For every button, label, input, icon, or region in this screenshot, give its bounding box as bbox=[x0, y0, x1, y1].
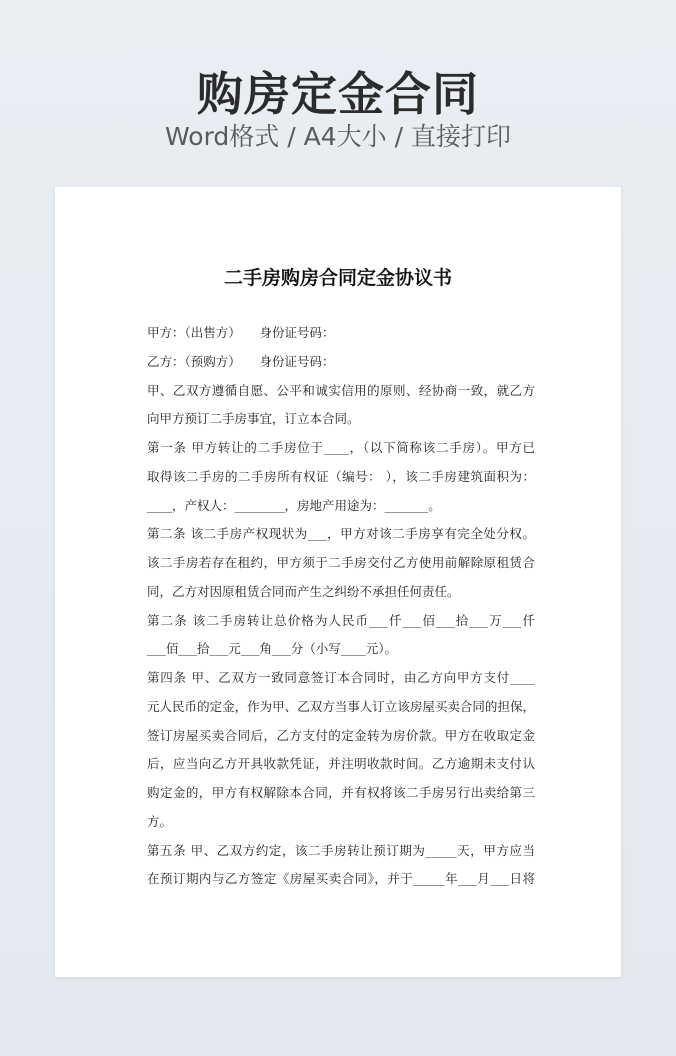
document-line: 同，乙方对因原租赁合同而产生之纠纷不承担任何责任。 bbox=[147, 583, 460, 599]
banner-title: 购房定金合同 bbox=[197, 67, 479, 121]
document-line: 第四条 甲、乙双方一致同意签订本合同时，由乙方向甲方支付____ bbox=[147, 670, 535, 685]
document-line: 元人民币的定金，作为甲、乙双方当事人订立该房屋买卖合同的担保， bbox=[147, 698, 535, 714]
document-body bbox=[147, 319, 535, 894]
document-line: 方。 bbox=[147, 813, 173, 829]
document-line: ___佰___拾___元___角___分（小写____元）。 bbox=[147, 641, 398, 657]
document-line: 第二条 该二手房转让总价格为人民币___仟___佰___拾___万___仟 bbox=[147, 612, 535, 628]
document-line: 后，应当向乙方开具收款凭证，并注明收款时间。乙方逾期未支付认 bbox=[147, 756, 535, 772]
document-line: 购定金的，甲方有权解除本合同，并有权将该二手房另行出卖给第三 bbox=[147, 785, 535, 800]
document-line: 该二手房若存在租约，甲方须于二手房交付乙方使用前解除原租赁合 bbox=[147, 555, 535, 570]
banner bbox=[0, 0, 676, 180]
document-line: 第二条 该二手房产权现状为___，甲方对该二手房享有完全处分权。 bbox=[147, 526, 535, 542]
document-line: 在预订期内与乙方签定《房屋买卖合同》，并于_____年___月___日将 bbox=[147, 871, 535, 887]
document-line: 向甲方预订二手房事宜，订立本合同。 bbox=[147, 411, 360, 427]
document-line: 第一条 甲方转让的二手房位于____，（以下简称该二手房）。甲方已 bbox=[147, 440, 535, 455]
document-line: 甲方：（出售方） 身份证号码： bbox=[147, 325, 335, 340]
document-page bbox=[55, 187, 621, 977]
document-line: ____，产权人：________，房地产用途为：_______。 bbox=[147, 497, 441, 513]
document-line: 乙方：（预购方） 身份证号码： bbox=[147, 353, 335, 369]
document-line: 取得该二手房的二手房所有权证（编号： ），该二手房建筑面积为： bbox=[147, 468, 535, 484]
document-line: 签订房屋买卖合同后，乙方支付的定金转为房价款。甲方在收取定金 bbox=[147, 727, 535, 743]
document-line: 第五条 甲、乙双方约定，该二手房转让预订期为_____天，甲方应当 bbox=[147, 842, 535, 858]
banner-subtitle: Word格式 / A4大小 / 直接打印 bbox=[165, 122, 511, 151]
document-title: 二手房购房合同定金协议书 bbox=[223, 267, 452, 289]
document-line: 甲、乙双方遵循自愿、公平和诚实信用的原则、经协商一致，就乙方 bbox=[147, 382, 535, 398]
